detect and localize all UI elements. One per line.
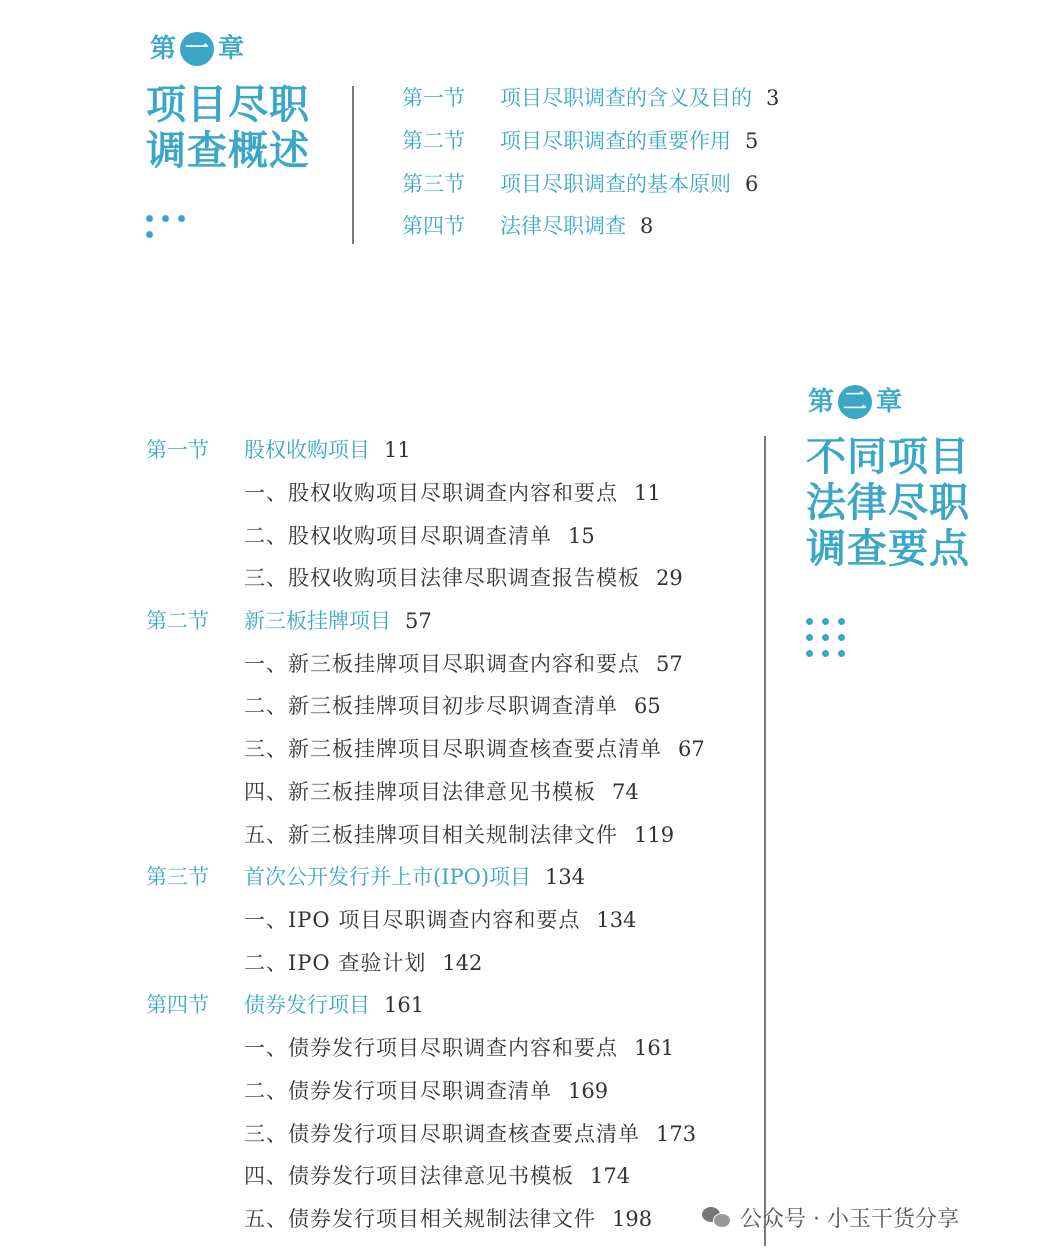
toc-page: 119 (634, 823, 675, 847)
toc-section-title: 债券发行项目 (244, 993, 370, 1017)
toc-section-title: 股权收购项目 (244, 438, 370, 462)
decor-dot (822, 634, 829, 641)
toc-page: 198 (612, 1207, 653, 1231)
toc-section[interactable] (146, 990, 424, 1020)
toc-item[interactable] (244, 1161, 630, 1191)
toc-section-label: 第二节 (146, 609, 209, 633)
toc-page: 74 (612, 780, 639, 804)
toc-section-label: 第四节 (146, 993, 209, 1017)
decor-dot (806, 618, 813, 625)
toc-page: 57 (656, 652, 683, 676)
toc-page: 15 (568, 524, 595, 548)
decor-dot (806, 634, 813, 641)
decor-dot (822, 618, 829, 625)
toc-item[interactable] (244, 1076, 608, 1106)
toc-item[interactable] (244, 905, 636, 935)
toc-page: 174 (590, 1164, 631, 1188)
toc-page: 29 (656, 566, 683, 590)
toc-item-label: 一、股权收购项目尽职调查内容和要点 (244, 481, 618, 505)
toc-entry[interactable] (402, 83, 779, 113)
toc-item[interactable] (244, 820, 674, 850)
chapter1-badge-post: 章 (217, 34, 244, 64)
chapter2-title: 不同项目 法律尽职 调查要点 (806, 434, 970, 572)
chapter1-badge-number: 一 (180, 32, 214, 66)
toc-item-label: 四、新三板挂牌项目法律意见书模板 (244, 780, 596, 804)
chapter2-divider (764, 436, 766, 1246)
watermark-text: 公众号 · 小玉干货分享 (740, 1206, 959, 1232)
toc-item-label: 二、新三板挂牌项目初步尽职调查清单 (244, 694, 618, 718)
toc-item-label: 一、新三板挂牌项目尽职调查内容和要点 (244, 652, 640, 676)
decor-dot (162, 215, 169, 222)
toc-item[interactable] (244, 563, 683, 593)
toc-item[interactable] (244, 734, 705, 764)
toc-title: 项目尽职调查的基本原则 (500, 172, 731, 196)
toc-title: 项目尽职调查的重要作用 (500, 129, 731, 153)
toc-item-label: 五、新三板挂牌项目相关规制法律文件 (244, 823, 618, 847)
toc-page: 11 (634, 481, 661, 505)
toc-section-label: 第二节 (402, 129, 465, 153)
toc-item-label: 四、债券发行项目法律意见书模板 (244, 1164, 574, 1188)
toc-item[interactable] (244, 691, 661, 721)
toc-section-title: 首次公开发行并上市(IPO)项目 (244, 865, 532, 889)
chapter2-badge-post: 章 (875, 387, 902, 417)
decor-dot (146, 231, 153, 238)
chapter1-badge (146, 32, 248, 66)
toc-item-label: 三、股权收购项目法律尽职调查报告模板 (244, 566, 640, 590)
toc-page: 161 (634, 1036, 675, 1060)
toc-page: 5 (745, 129, 759, 153)
toc-item[interactable] (244, 777, 639, 807)
toc-entry[interactable] (402, 169, 758, 199)
toc-page: 134 (545, 865, 586, 889)
decor-dot (146, 215, 153, 222)
toc-page: 8 (640, 214, 654, 238)
decor-dot (838, 618, 845, 625)
toc-entry[interactable] (402, 211, 653, 241)
toc-item[interactable] (244, 521, 595, 551)
toc-section-label: 第三节 (146, 865, 209, 889)
toc-item-label: 一、IPO 项目尽职调查内容和要点 (244, 908, 581, 932)
toc-title: 法律尽职调查 (500, 214, 626, 238)
toc-item[interactable] (244, 1033, 674, 1063)
decor-dot (178, 215, 185, 222)
chapter2-badge (804, 385, 906, 419)
decor-dot (822, 650, 829, 657)
toc-page: 3 (766, 86, 780, 110)
toc-section-label: 第一节 (146, 438, 209, 462)
toc-item-label: 二、债券发行项目尽职调查清单 (244, 1079, 552, 1103)
watermark (702, 1199, 959, 1235)
chapter1-divider (352, 86, 354, 244)
toc-item[interactable] (244, 1204, 652, 1234)
chapter2-badge-number: 二 (838, 385, 872, 419)
toc-item-label: 二、IPO 查验计划 (244, 951, 427, 975)
decor-dot (806, 650, 813, 657)
toc-page: 57 (405, 609, 432, 633)
toc-item-label: 二、股权收购项目尽职调查清单 (244, 524, 552, 548)
toc-item-label: 三、新三板挂牌项目尽职调查核查要点清单 (244, 737, 662, 761)
toc-page: 65 (634, 694, 661, 718)
toc-section[interactable] (146, 435, 411, 465)
toc-page: 173 (656, 1122, 697, 1146)
toc-page: 142 (442, 951, 483, 975)
toc-item[interactable] (244, 948, 482, 978)
toc-title: 项目尽职调查的含义及目的 (500, 86, 752, 110)
toc-section-label: 第一节 (402, 86, 465, 110)
toc-page: 169 (568, 1079, 609, 1103)
wechat-icon (702, 1205, 732, 1229)
toc-item[interactable] (244, 478, 661, 508)
decor-dot (838, 634, 845, 641)
toc-section-title: 新三板挂牌项目 (244, 609, 391, 633)
toc-section-label: 第四节 (402, 214, 465, 238)
toc-item[interactable] (244, 649, 683, 679)
toc-entry[interactable] (402, 126, 758, 156)
toc-item-label: 三、债券发行项目尽职调查核查要点清单 (244, 1122, 640, 1146)
decor-dot (838, 650, 845, 657)
toc-section[interactable] (146, 606, 432, 636)
toc-section[interactable] (146, 862, 585, 892)
toc-item-label: 五、债券发行项目相关规制法律文件 (244, 1207, 596, 1231)
toc-page: 11 (384, 438, 411, 462)
toc-page: 6 (745, 172, 759, 196)
toc-item-label: 一、债券发行项目尽职调查内容和要点 (244, 1036, 618, 1060)
chapter1-badge-pre: 第 (149, 34, 176, 64)
toc-item[interactable] (244, 1119, 696, 1149)
toc-page: 161 (384, 993, 425, 1017)
toc-page: 134 (596, 908, 637, 932)
toc-section-label: 第三节 (402, 172, 465, 196)
chapter1-title: 项目尽职 调查概述 (146, 82, 310, 174)
chapter2-badge-pre: 第 (807, 387, 834, 417)
toc-page: 67 (678, 737, 705, 761)
